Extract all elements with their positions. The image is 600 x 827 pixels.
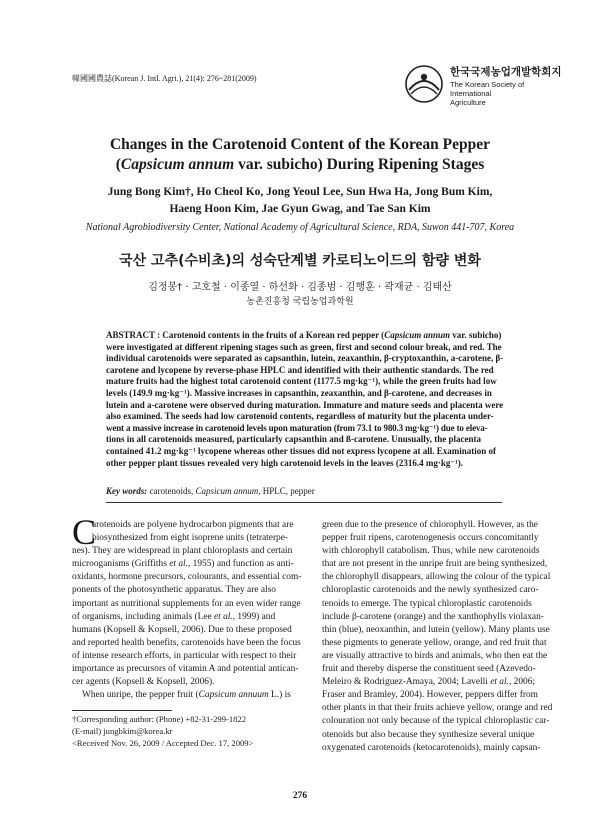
text-segment: nes). They are widespread in plant chloroplasts and certain bbox=[72, 546, 293, 557]
text-segment: contained 41.2 mg·kg⁻¹ lycopene whereas other tissues did not express lycopene at all. Examination of bbox=[106, 445, 496, 456]
text-segment: tions in all carotenoids measured, particularly capsanthin and ß-carotene. Unusually, the placenta bbox=[106, 434, 482, 445]
text-segment: var. subicho) bbox=[449, 330, 502, 340]
text-segment: Meleiro & Rodriguez-Amaya, 2004; Lavelli bbox=[322, 677, 491, 688]
italic-term: et al. bbox=[213, 611, 233, 622]
text-segment: individual carotenoids were separated as capsanthin, lutein, zeaxanthin, β-cryptoxanthin, a-carotene, β- bbox=[106, 353, 504, 364]
text-segment: are visually attractive to birds and animals, who then eat the bbox=[322, 650, 548, 661]
text-line bbox=[322, 702, 568, 715]
text-segment: carotene and lycopene by reverse-phase HPLC and identified with their authentic standards. The red bbox=[106, 364, 494, 375]
text-line bbox=[322, 598, 568, 611]
title-line-2-rest: var. subicho) During Ripening Stages bbox=[234, 156, 485, 173]
society-logo-icon bbox=[404, 64, 444, 104]
text-segment: other pepper plant tissues revealed very high carotenoid levels in the leaves (2316.4 mg·kg⁻¹). bbox=[106, 457, 464, 468]
text-line bbox=[322, 650, 568, 663]
keywords bbox=[106, 486, 315, 496]
footnotes bbox=[72, 713, 253, 749]
text-line bbox=[322, 519, 568, 532]
text-line bbox=[72, 598, 316, 611]
page-number: 276 bbox=[292, 791, 308, 801]
paper-title bbox=[60, 135, 540, 175]
footnote-received: <Received Nov. 26, 2009 / Accepted Dec. 17, 2009> bbox=[72, 738, 254, 748]
text-line bbox=[72, 624, 316, 637]
text-line bbox=[322, 611, 568, 624]
title-line-2 bbox=[60, 155, 540, 175]
text-segment: pepper fruit ripens, carotenogenesis occurs concomitantly bbox=[322, 533, 539, 544]
text-segment: oxidants, hormone precursors, colourants, and essential com- bbox=[72, 572, 302, 583]
text-line bbox=[106, 423, 500, 435]
text-segment: levels (149.9 mg·kg⁻¹). Massive increases in capsanthin, zeaxanthin, and β-carotene, and decreases in bbox=[106, 387, 492, 398]
body-column-left bbox=[72, 512, 316, 702]
text-line bbox=[322, 532, 568, 545]
text-line bbox=[106, 434, 500, 446]
text-line bbox=[72, 584, 316, 597]
italic-term: Capsicum annuum bbox=[198, 690, 269, 701]
authors-line-1: Jung Bong Kim†, Ho Cheol Ko, Jong Yeoul Lee, Sun Hwa Ha, Jong Bum Kim, bbox=[107, 186, 493, 198]
footnote-divider bbox=[72, 710, 172, 711]
text-segment: microoganisms (Griffiths bbox=[72, 559, 170, 570]
text-segment: and reported health benefits, carotenoids have been the focus bbox=[72, 637, 301, 648]
footnote-email: (E-mail) jungbkim@korea.kr bbox=[72, 726, 173, 736]
text-line bbox=[72, 519, 316, 532]
authors-line-2: Haeng Hoon Kim, Jae Gyun Gwag, and Tae San Kim bbox=[169, 203, 431, 215]
text-segment: other plants in that their fruits achieve yellow, orange and red bbox=[322, 703, 553, 714]
text-line bbox=[322, 584, 568, 597]
title-line-1: Changes in the Carotenoid Content of the Korean Pepper bbox=[109, 136, 491, 153]
title-paren: ( bbox=[115, 156, 121, 173]
text-line bbox=[72, 637, 316, 650]
text-segment: arotenoids are polyene hydrocarbon pigments that are bbox=[92, 520, 294, 530]
text-segment: cer agents (Kopsell & Kopsell, 2006). bbox=[72, 677, 215, 688]
text-line bbox=[322, 571, 568, 584]
text-line bbox=[322, 545, 568, 558]
text-segment: chloroplastic carotenoids and the newly synthesized caro- bbox=[322, 585, 539, 596]
journal-reference: 韓國國農誌(Korean J. Intl. Agri.), 21(4): 276~281(2009) bbox=[72, 74, 257, 83]
text-segment: L.) is bbox=[268, 690, 291, 701]
text-segment: colouration not only because of the typical chloroplastic car- bbox=[322, 716, 550, 727]
text-line bbox=[322, 729, 568, 742]
keywords-species: Capsicum annum bbox=[195, 486, 259, 496]
text-segment: fruit and thereby disperse the constituent seed (Azevedo- bbox=[322, 664, 536, 675]
text-line bbox=[322, 663, 568, 676]
text-segment: thin (blue), neoxanthin, and lutein (yellow). Many plants use bbox=[322, 624, 550, 635]
text-line bbox=[72, 650, 316, 663]
text-segment: ponents of the photosynthetic apparatus. They are also bbox=[72, 585, 276, 596]
text-line bbox=[106, 399, 504, 412]
text-line bbox=[322, 637, 568, 650]
text-line bbox=[322, 742, 568, 755]
text-line bbox=[106, 411, 500, 423]
text-line bbox=[72, 611, 316, 624]
text-segment: Fraser and Bramley, 2004). However, peppers differ from bbox=[322, 690, 538, 701]
text-segment: went a massive increase in carotenoid levels upon maturation (from 73.1 to 980.3 mg·kg⁻¹) due to eleva- bbox=[106, 422, 488, 433]
text-segment: tenoids to emerge. The typical chloroplastic carotenoids bbox=[322, 598, 532, 609]
society-name-korean: 한국국제농업개발학회지 bbox=[450, 66, 562, 78]
drop-cap: C bbox=[72, 512, 97, 552]
section-divider bbox=[106, 502, 502, 503]
footnote-corresponding: †Corresponding author: (Phone) +82-31-299-1822 bbox=[72, 714, 247, 724]
title-species: Capsicum annum bbox=[120, 156, 235, 173]
text-segment: mature fruits had the highest total carotenoid content (1177.5 mg·kg⁻¹), while the green fruits had low bbox=[106, 376, 497, 387]
text-segment: these pigments to generate yellow, orange, and red fruit that bbox=[322, 637, 547, 648]
text-line bbox=[106, 446, 500, 458]
body-column-right bbox=[322, 519, 568, 755]
text-segment: also examined. The seeds had low carotenoid contents, regardless of maturity but the placenta under- bbox=[106, 411, 494, 422]
society-name-english-line-2: Agriculture bbox=[450, 98, 486, 107]
text-line bbox=[106, 353, 504, 365]
society-header bbox=[404, 60, 564, 106]
korean-title: 국산 고추(수비초)의 성숙단계별 카로티노이드의 함량 변화 bbox=[119, 253, 481, 269]
text-segment: with chlorophyll catabolism. Thus, while new carotenoids bbox=[322, 546, 540, 557]
text-line bbox=[72, 663, 316, 676]
text-line bbox=[106, 342, 500, 354]
text-segment: When unripe, the pepper fruit ( bbox=[82, 690, 199, 701]
korean-affiliation: 농촌진흥청 국립농업과학원 bbox=[246, 297, 354, 307]
text-segment: ABSTRACT : Carotenoid contents in the fruits of a Korean red pepper ( bbox=[106, 330, 385, 340]
text-segment: , 1955) and function as anti- bbox=[187, 559, 294, 570]
text-line bbox=[106, 376, 500, 388]
text-line bbox=[322, 624, 568, 637]
text-segment: that are not present in the unripe fruit are being synthesized, bbox=[322, 559, 548, 570]
abstract bbox=[106, 330, 504, 469]
italic-term: et al. bbox=[490, 677, 509, 688]
text-line bbox=[72, 532, 316, 545]
author-list bbox=[60, 184, 540, 218]
text-line bbox=[106, 458, 500, 470]
text-line bbox=[72, 571, 316, 584]
text-line bbox=[322, 689, 568, 702]
text-line bbox=[322, 558, 568, 571]
text-segment: biosynthesized from eight isoprene units (tetraterpe- bbox=[92, 533, 289, 544]
text-segment: humans (Kopsell & Kopsell, 2006). Due to these proposed bbox=[72, 624, 292, 635]
text-line bbox=[72, 689, 316, 702]
text-segment: the chlorophyll disappears, allowing the colour of the typical bbox=[322, 572, 551, 583]
text-line bbox=[72, 558, 316, 571]
text-segment: of organisms, including animals (Lee bbox=[72, 611, 214, 622]
text-line bbox=[106, 388, 500, 400]
text-segment: green due to the presence of chlorophyll. However, as the bbox=[322, 520, 538, 530]
society-name-english bbox=[450, 80, 566, 107]
text-line bbox=[72, 545, 316, 558]
keywords-label: Key words: bbox=[106, 486, 148, 496]
text-segment: were investigated at different ripening stages such as green, first and second colour break, and red. The bbox=[106, 341, 502, 352]
korean-authors: 김정봉† · 고호철 · 이종열 · 하선화 · 김종범 · 김행훈 · 곽재균 · 김태산 bbox=[148, 282, 452, 293]
text-segment: include β-carotene (orange) and the xanthophylls violaxan- bbox=[322, 611, 544, 622]
italic-term: et al. bbox=[169, 559, 188, 570]
text-segment: important as nutritional supplements for an even wider range bbox=[72, 598, 301, 609]
italic-term: Capsicum annum bbox=[384, 330, 450, 340]
text-line bbox=[322, 715, 568, 728]
society-name-english-line-1: The Korean Society of International bbox=[450, 80, 525, 98]
text-line bbox=[72, 676, 316, 689]
text-line bbox=[322, 676, 568, 689]
text-segment: oxygenated carotenoids (ketocarotenoids), mainly capsan- bbox=[322, 742, 541, 753]
keywords-after: , HPLC, pepper bbox=[258, 486, 315, 496]
text-segment: of intense research efforts, in particular with respect to their bbox=[72, 650, 297, 661]
text-segment: , 1999) and bbox=[232, 611, 276, 622]
text-segment: lutein and a-carotene were observed during maturation. Immature and mature seeds and placenta were bbox=[106, 399, 504, 410]
text-line bbox=[106, 365, 500, 377]
text-segment: , 2006; bbox=[508, 677, 535, 688]
text-segment: importance as precursors of vitamin A and potential antican- bbox=[72, 664, 299, 675]
keywords-before: carotenoids, bbox=[147, 486, 196, 496]
text-segment: otenoids but also because they synthesize several unique bbox=[322, 729, 535, 740]
text-line bbox=[106, 330, 500, 342]
affiliation: National Agrobiodiversity Center, National Academy of Agricultural Science, RDA, Suwon 441-707, Korea bbox=[85, 222, 515, 233]
